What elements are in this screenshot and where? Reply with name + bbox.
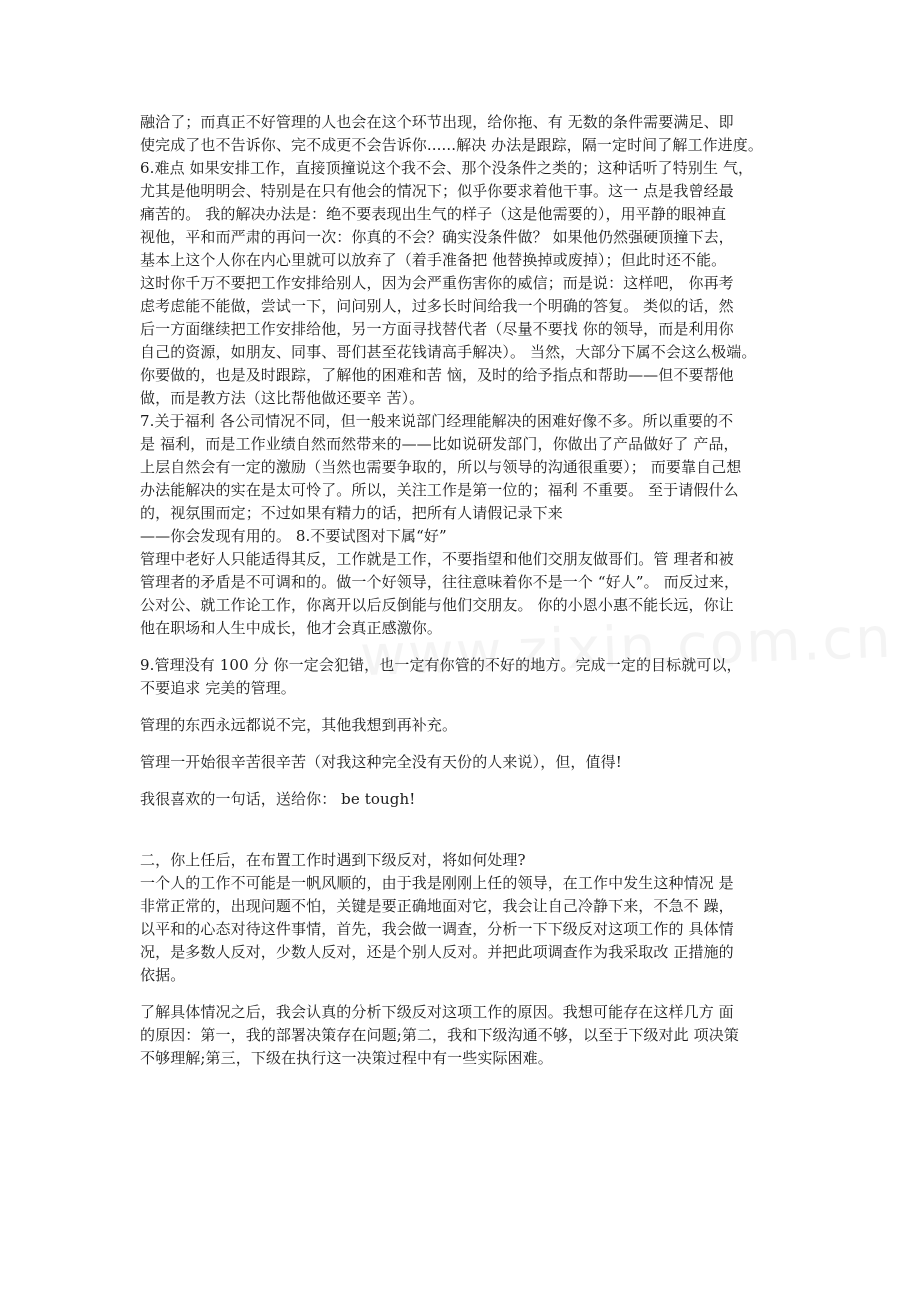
text-line: 的原因：第一，我的部署决策存在问题;第二，我和下级沟通不够，以至于下级对此 项决策 — [140, 1026, 739, 1044]
text-line: 管理中老好人只能适得其反，工作就是工作，不要指望和他们交朋友做哥们。管 理者和被 — [140, 550, 734, 568]
spacer — [140, 987, 788, 1001]
text-line: 虑考虑能不能做，尝试一下，问问别人，过多长时间给我一个明确的答复。 类似的话，然 — [140, 297, 734, 315]
text-line: 办法能解决的实在是太可怜了。所以，关注工作是第一位的；福利 不重要。 至于请假什么 — [140, 481, 739, 499]
paragraph-management-tips — [140, 111, 788, 640]
paragraph-analysis-reasons — [140, 1001, 788, 1070]
spacer — [140, 774, 788, 788]
text-line: ——你会发现有用的。 8.不要试图对下属“好” — [140, 527, 447, 545]
text-line: 管理一开始很辛苦很辛苦（对我这种完全没有天份的人来说），但，值得! — [140, 753, 622, 771]
text-line: 以平和的心态对待这件事情，首先，我会做一调查，分析一下下级反对这项工作的 具体情 — [140, 920, 734, 938]
text-line: 非常正常的，出现问题不怕，关键是要正确地面对它，我会让自己冷静下来，不急不 躁， — [140, 897, 734, 915]
paragraph-more-later — [140, 714, 788, 737]
text-line: 7.关于福利 各公司情况不同，但一般来说部门经理能解决的困难好像不多。所以重要的不 — [140, 412, 734, 430]
spacer — [140, 811, 788, 849]
text-line: 痛苦的。 我的解决办法是：绝不要表现出生气的样子（这是他需要的），用平静的眼神直 — [140, 205, 727, 223]
paragraph-be-tough — [140, 788, 788, 811]
text-line: 9.管理没有 100 分 你一定会犯错，也一定有你管的不好的地方。完成一定的目标就可以， — [140, 656, 742, 674]
text-line: 6.难点 如果安排工作，直接顶撞说这个我不会、那个没条件之类的；这种话听了特别生 气， — [140, 159, 754, 177]
text-line: 我很喜欢的一句话，送给你： be tough! — [140, 790, 416, 808]
text-line: 依据。 — [140, 966, 186, 984]
text-line: 况，是多数人反对，少数人反对，还是个别人反对。并把此项调查作为我采取改 正措施的 — [140, 943, 734, 961]
text-line: 不要追求 完美的管理。 — [140, 679, 296, 697]
text-line: 自己的资源，如朋友、同事、哥们甚至花钱请高手解决）。 当然，大部分下属不会这么极端。 — [140, 343, 757, 361]
document-body — [140, 111, 788, 1070]
text-line: 视他，平和而严肃的再问一次：你真的不会？确实没条件做？ 如果他仍然强硬顶撞下去， — [140, 228, 734, 246]
text-line: 使完成了也不告诉你、完不成更不会告诉你......解决 办法是跟踪，隔一定时间了解工作进度。 — [140, 136, 763, 154]
text-line: 他在职场和人生中成长，他才会真正感激你。 — [140, 619, 443, 637]
text-line: 是 福利，而是工作业绩自然而然带来的——比如说研发部门，你做出了产品做好了 产品， — [140, 435, 739, 453]
text-line: 后一方面继续把工作安排给他，另一方面寻找替代者（尽量不要找 你的领导，而是利用你 — [140, 320, 734, 338]
paragraph-question-two — [140, 849, 788, 987]
text-line: 尤其是他明明会、特别是在只有他会的情况下；似乎你要求着他干事。这一 点是我曾经最 — [140, 182, 734, 200]
text-line: 管理的东西永远都说不完，其他我想到再补充。 — [140, 716, 458, 734]
text-line: 公对公、就工作论工作，你离开以后反倒能与他们交朋友。 你的小恩小惠不能长远，你让 — [140, 596, 734, 614]
text-line: 基本上这个人你在内心里就可以放弃了（着手准备把 他替换掉或废掉）；但此时还不能。 — [140, 251, 727, 269]
text-line: 上层自然会有一定的激励（当然也需要争取的，所以与领导的沟通很重要）； 而要靠自己想 — [140, 458, 742, 476]
text-line: 你要做的，也是及时跟踪，了解他的困难和苦 恼，及时的给予指点和帮助——但不要帮他 — [140, 366, 734, 384]
text-line: 管理者的矛盾是不可调和的。做一个好领导，往往意味着你不是一个 “好人”。 而反过来， — [140, 573, 740, 591]
text-line: 这时你千万不要把工作安排给别人，因为会严重伤害你的威信；而是说：这样吧， 你再考 — [140, 274, 734, 292]
text-line: 了解具体情况之后，我会认真的分析下级反对这项工作的原因。我想可能存在这样几方 面 — [140, 1003, 734, 1021]
spacer — [140, 700, 788, 714]
spacer — [140, 640, 788, 654]
text-line: 做，而是教方法（这比帮他做还要辛 苦）。 — [140, 389, 425, 407]
text-line: 一个人的工作不可能是一帆风顺的，由于我是刚刚上任的领导，在工作中发生这种情况 是 — [140, 874, 734, 892]
text-line: 融洽了；而真正不好管理的人也会在这个环节出现，给你拖、有 无数的条件需要满足、即 — [140, 113, 734, 131]
text-line: 的，视氛围而定；不过如果有精力的话，把所有人请假记录下来 — [140, 504, 563, 522]
text-line: 不够理解;第三，下级在执行这一决策过程中有一些实际困难。 — [140, 1049, 553, 1067]
spacer — [140, 737, 788, 751]
paragraph-worth-it — [140, 751, 788, 774]
paragraph-no-perfect-score — [140, 654, 788, 700]
question-heading: 二，你上任后，在布置工作时遇到下级反对，将如何处理? — [140, 851, 526, 869]
